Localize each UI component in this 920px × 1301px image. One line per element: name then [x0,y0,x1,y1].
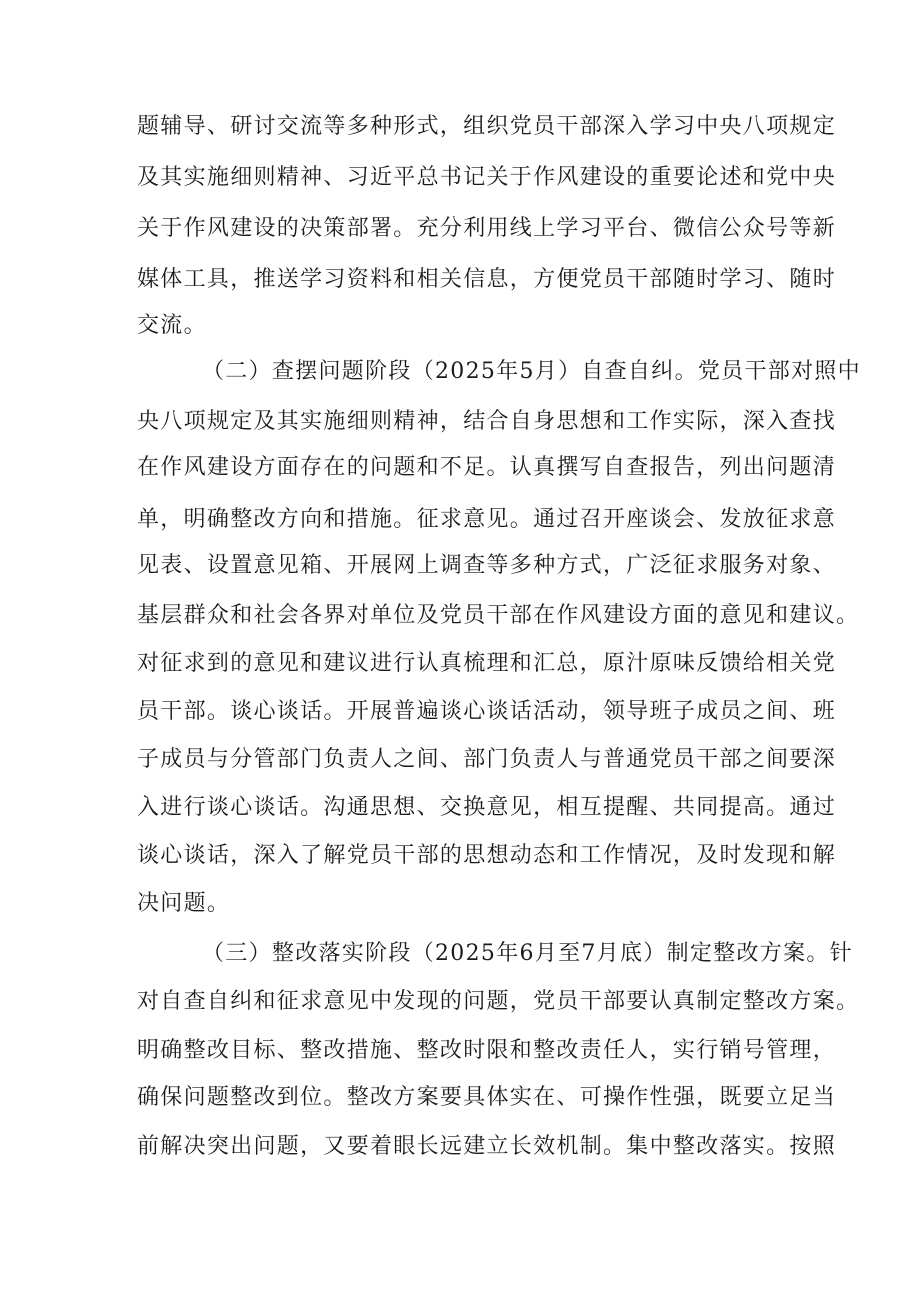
section-heading-line: （二）查摆问题阶段（2025年5月）自查自纠。党员干部对照中 [202,359,861,384]
text-line: 确保问题整改到位。整改方案要具体实在、可操作性强，既要立足当 [137,1085,837,1110]
text-line: 入进行谈心谈话。沟通思想、交换意见，相互提醒、共同提高。通过 [137,795,837,820]
text-line: 子成员与分管部门负责人之间、部门负责人与普通党员干部之间要深 [137,747,837,772]
text-line: 见表、设置意见箱、开展网上调查等多种方式，广泛征求服务对象、 [137,553,837,578]
text-line: 关于作风建设的决策部署。充分利用线上学习平台、微信公众号等新 [137,216,837,241]
section-heading-line: （三）整改落实阶段（2025年6月至7月底）制定整改方案。针 [202,941,853,966]
text-line: 媒体工具，推送学习资料和相关信息，方便党员干部随时学习、随时 [137,267,837,292]
text-line: 决问题。 [137,891,231,916]
text-line: 交流。 [137,313,207,338]
text-line: 单，明确整改方向和措施。征求意见。通过召开座谈会、发放征求意 [137,507,837,532]
text-line: 对征求到的意见和建议进行认真梳理和汇总，原汁原味反馈给相关党 [137,651,837,676]
text-line: 员干部。谈心谈话。开展普遍谈心谈话活动，领导班子成员之间、班 [137,699,837,724]
text-line: 谈心谈话，深入了解党员干部的思想动态和工作情况，及时发现和解 [137,843,837,868]
text-line: 在作风建设方面存在的问题和不足。认真撰写自查报告，列出问题清 [137,455,837,480]
text-line: 基层群众和社会各界对单位及党员干部在作风建设方面的意见和建议。 [137,603,860,628]
text-line: 及其实施细则精神、习近平总书记关于作风建设的重要论述和党中央 [137,165,837,190]
text-line: 明确整改目标、整改措施、整改时限和整改责任人，实行销号管理， [137,1038,837,1063]
text-line: 对自查自纠和征求意见中发现的问题，党员干部要认真制定整改方案。 [137,989,860,1014]
text-line: 前解决突出问题，又要着眼长远建立长效机制。集中整改落实。按照 [137,1134,837,1159]
text-line: 央八项规定及其实施细则精神，结合自身思想和工作实际，深入查找 [137,409,837,434]
text-line: 题辅导、研讨交流等多种形式，组织党员干部深入学习中央八项规定 [137,114,837,139]
